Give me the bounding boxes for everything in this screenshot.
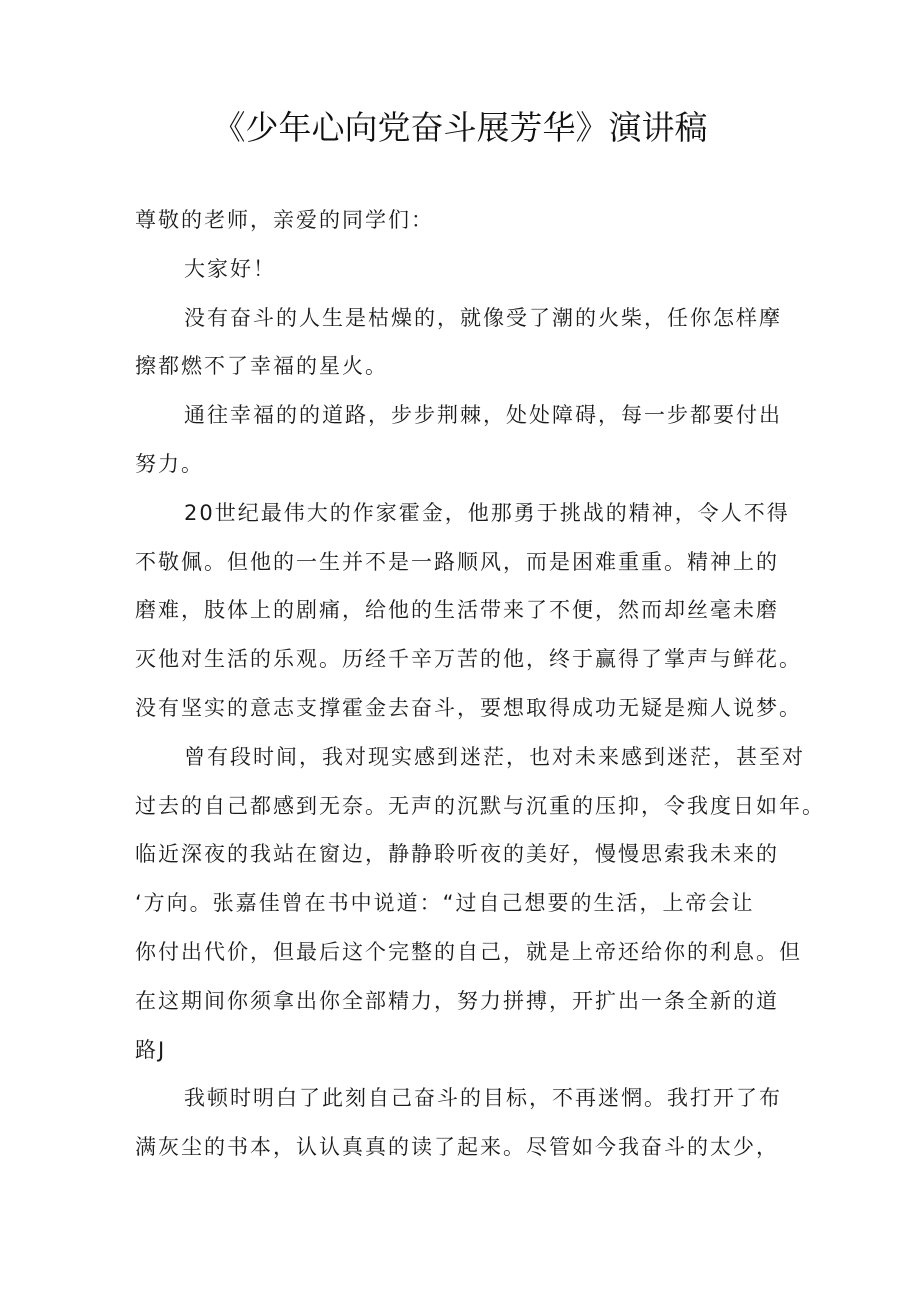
document-title: 《少年心向党奋斗展芳华》演讲稿 <box>212 108 708 147</box>
text-line: 临近深夜的我站在窗边，静静聆听夜的美好，慢慢思索我未来的 <box>135 842 779 867</box>
text-line: 通往幸福的的道路，步步荆棘，处处障碍，每一步都要付出 <box>184 403 782 428</box>
text-line: 磨难，肢体上的剧痛，给他的生活带来了不便，然而却丝毫未磨 <box>135 598 779 623</box>
text-line: 灭他对生活的乐观。历经千辛万苦的他，终于赢得了掌声与鲜花。 <box>135 647 802 672</box>
text-line: 我顿时明白了此刻自己奋斗的目标，不再迷惘。我打开了布 <box>184 1086 782 1111</box>
document-body <box>135 196 825 1172</box>
text-line: 路J <box>135 1037 167 1062</box>
text-line: 不敬佩。但他的一生并不是一路顺风，而是困难重重。精神上的 <box>135 549 779 574</box>
text-line: 没有坚实的意志支撑霍金去奋斗，要想取得成功无疑是痴人说梦。 <box>135 695 802 720</box>
text-line: 在这期间你须拿出你全部精力，努力拼搏，开扩出一条全新的道 <box>135 988 779 1013</box>
text-line: 擦都燃不了幸福的星火。 <box>135 354 388 379</box>
text-line: 你付出代价，但最后这个完整的自己，就是上帝还给你的利息。但 <box>135 939 802 964</box>
text-line: 20世纪最伟大的作家霍金，他那勇于挑战的精神，令人不得 <box>184 500 790 525</box>
text-line: ‘方向。张嘉佳曾在书中说道：“过自己想要的生活，上帝会让 <box>135 891 755 916</box>
text-line: 满灰尘的书本，认认真真的读了起来。尽管如今我奋斗的太少， <box>135 1135 779 1160</box>
text-line: 没有奋斗的人生是枯燥的，就像受了潮的火柴，任你怎样摩 <box>184 305 782 330</box>
text-line: 曾有段时间，我对现实感到迷茫，也对未来感到迷茫，甚至对 <box>184 744 805 769</box>
text-line: 大家好！ <box>184 256 276 281</box>
text-line: 过去的自己都感到无奈。无声的沉默与沉重的压抑，令我度日如年。 <box>135 793 825 818</box>
text-line: 努力。 <box>135 451 204 476</box>
text-line: 尊敬的老师，亲爱的同学们： <box>135 208 434 232</box>
